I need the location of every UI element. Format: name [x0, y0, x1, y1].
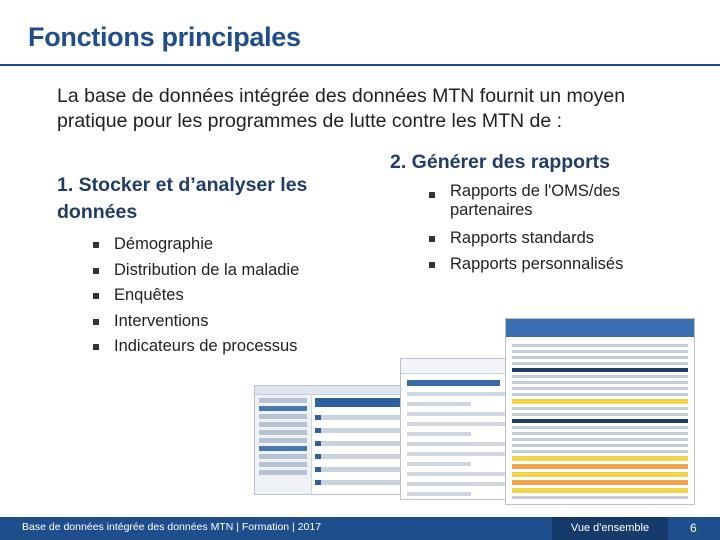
database-screenshot-form — [400, 358, 518, 500]
list-item: Rapports standards — [426, 226, 686, 252]
list-item: Démographie — [90, 232, 370, 258]
section-1-heading: 1. Stocker et d’analyser les données — [57, 174, 308, 223]
list-item: Distribution de la maladie — [90, 258, 370, 284]
list-item: Interventions — [90, 309, 370, 335]
page-number: 6 — [690, 521, 697, 535]
list-item: Rapports personnalisés — [426, 252, 686, 278]
list-item: Rapports de l'OMS/des partenaires — [426, 182, 686, 226]
section-1-list — [90, 232, 370, 360]
footer-bar — [0, 517, 720, 540]
intro-text: La base de données intégrée des données MTN fournit un moyen pratique pour les programmes de lutte contre les MTN de : — [57, 85, 626, 132]
section-2-list — [426, 182, 686, 277]
report-screenshot — [505, 318, 695, 505]
list-item: Indicateurs de processus — [90, 334, 370, 360]
list-item: Enquêtes — [90, 283, 370, 309]
footer-text: Base de données intégrée des données MTN | Formation | 2017 — [22, 521, 322, 533]
slide-title: Fonctions principales — [28, 22, 301, 52]
section-2-heading: 2. Générer des rapports — [390, 151, 611, 173]
overview-button[interactable]: Vue d'ensemble — [552, 517, 668, 540]
title-divider — [0, 64, 720, 66]
